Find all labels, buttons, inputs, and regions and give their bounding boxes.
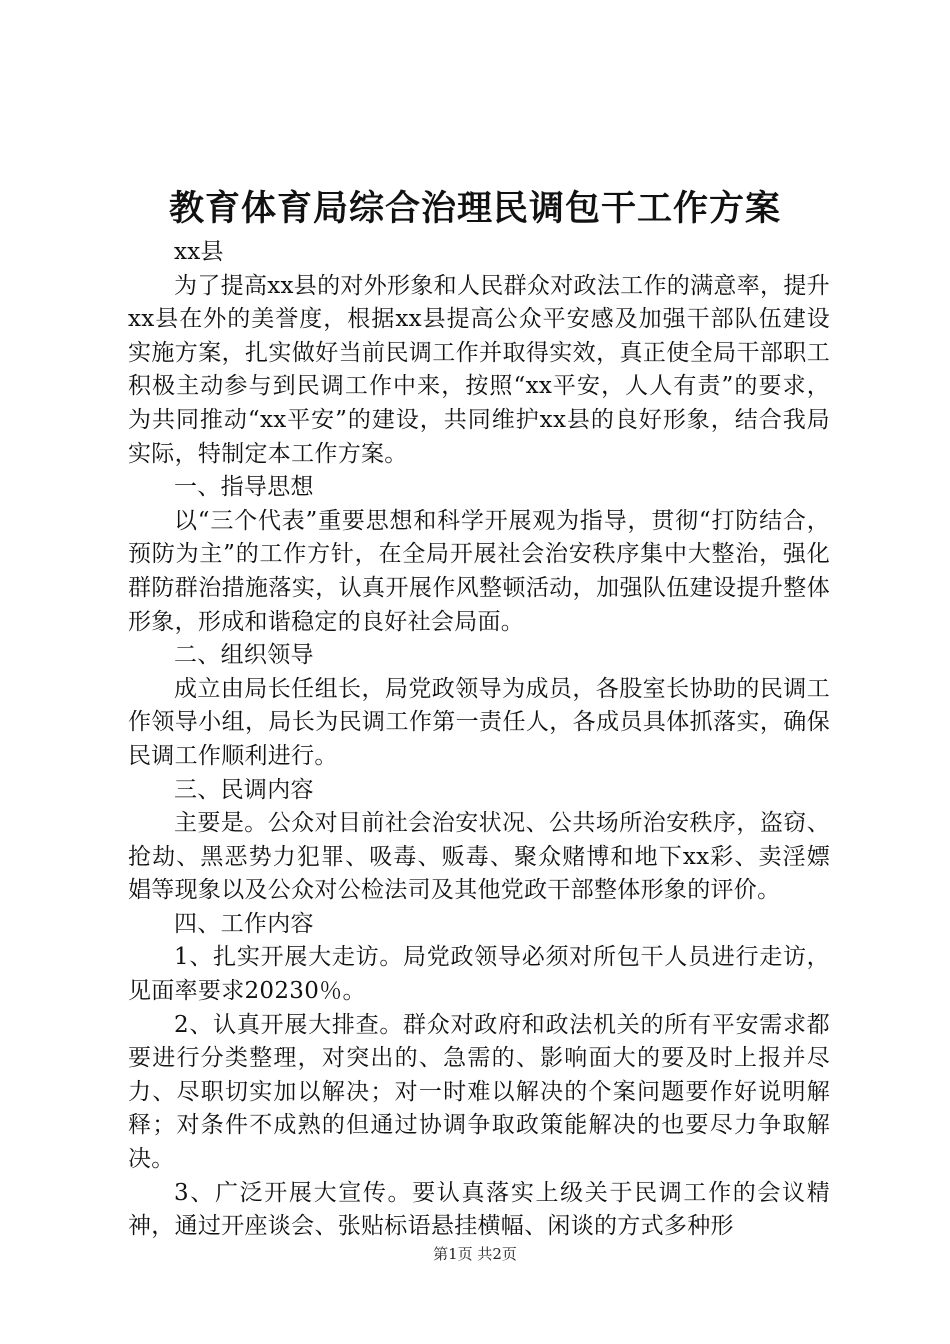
document-title: 教育体育局综合治理民调包干工作方案: [168, 188, 781, 229]
page-footer: 第1页 共2页: [433, 1245, 517, 1263]
section-heading-work-content: 四、工作内容: [174, 910, 314, 937]
paragraph-work-item-1: 1、扎实开展大走访。局党政领导必须对所包干人员进行走访，见面率要求20230％。: [128, 944, 830, 1005]
paragraph-work-item-3: 3、广泛开展大宣传。要认真落实上级关于民调工作的会议精神，通过开座谈会、张贴标语悬挂横幅、闲谈的方式多种形: [128, 1179, 830, 1240]
paragraph-intro: 为了提高xx县的对外形象和人民群众对政法工作的满意率，提升xx县在外的美誉度，根据xx县提高公众平安感及加强干部队伍建设实施方案，扎实做好当前民调工作并取得实效，真正使全局干部职工积极主动参与到民调工作中来，按照“xx平安，人人有责”的要求，为共同推动“xx平安”的建设，共同维护xx县的良好形象，结合我局实际，特制定本工作方案。: [128, 272, 830, 467]
paragraph-survey-content: 主要是。公众对目前社会治安状况、公共场所治安秩序，盗窃、抢劫、黑恶势力犯罪、吸毒、贩毒、聚众赌博和地下xx彩、卖淫嫖娼等现象以及公众对公检法司及其他党政干部整体形象的评价。: [128, 810, 830, 904]
paragraph-guiding-ideology: 以“三个代表”重要思想和科学开展观为指导，贯彻“打防结合，预防为主”的工作方针，在全局开展社会治安秩序集中大整治，强化群防群治措施落实，认真开展作风整顿活动，加强队伍建设提升整体形象，形成和谐稳定的良好社会局面。: [128, 507, 830, 635]
section-heading-guiding-ideology: 一、指导思想: [174, 474, 314, 501]
section-heading-survey-content: 三、民调内容: [174, 776, 314, 803]
section-heading-organization: 二、组织领导: [174, 642, 314, 669]
paragraph-organization: 成立由局长任组长，局党政领导为成员，各股室长协助的民调工作领导小组，局长为民调工作第一责任人，各成员具体抓落实，确保民调工作顺利进行。: [128, 675, 830, 769]
paragraph-work-item-2: 2、认真开展大排查。群众对政府和政法机关的所有平安需求都要进行分类整理，对突出的、急需的、影响面大的要及时上报并尽力、尽职切实加以解决；对一时难以解决的个案问题要作好说明解释；对条件不成熟的但通过协调争取政策能解决的也要尽力争取解决。: [128, 1011, 830, 1173]
document-body: [128, 236, 830, 1244]
paragraph-county: xx县: [174, 239, 224, 265]
